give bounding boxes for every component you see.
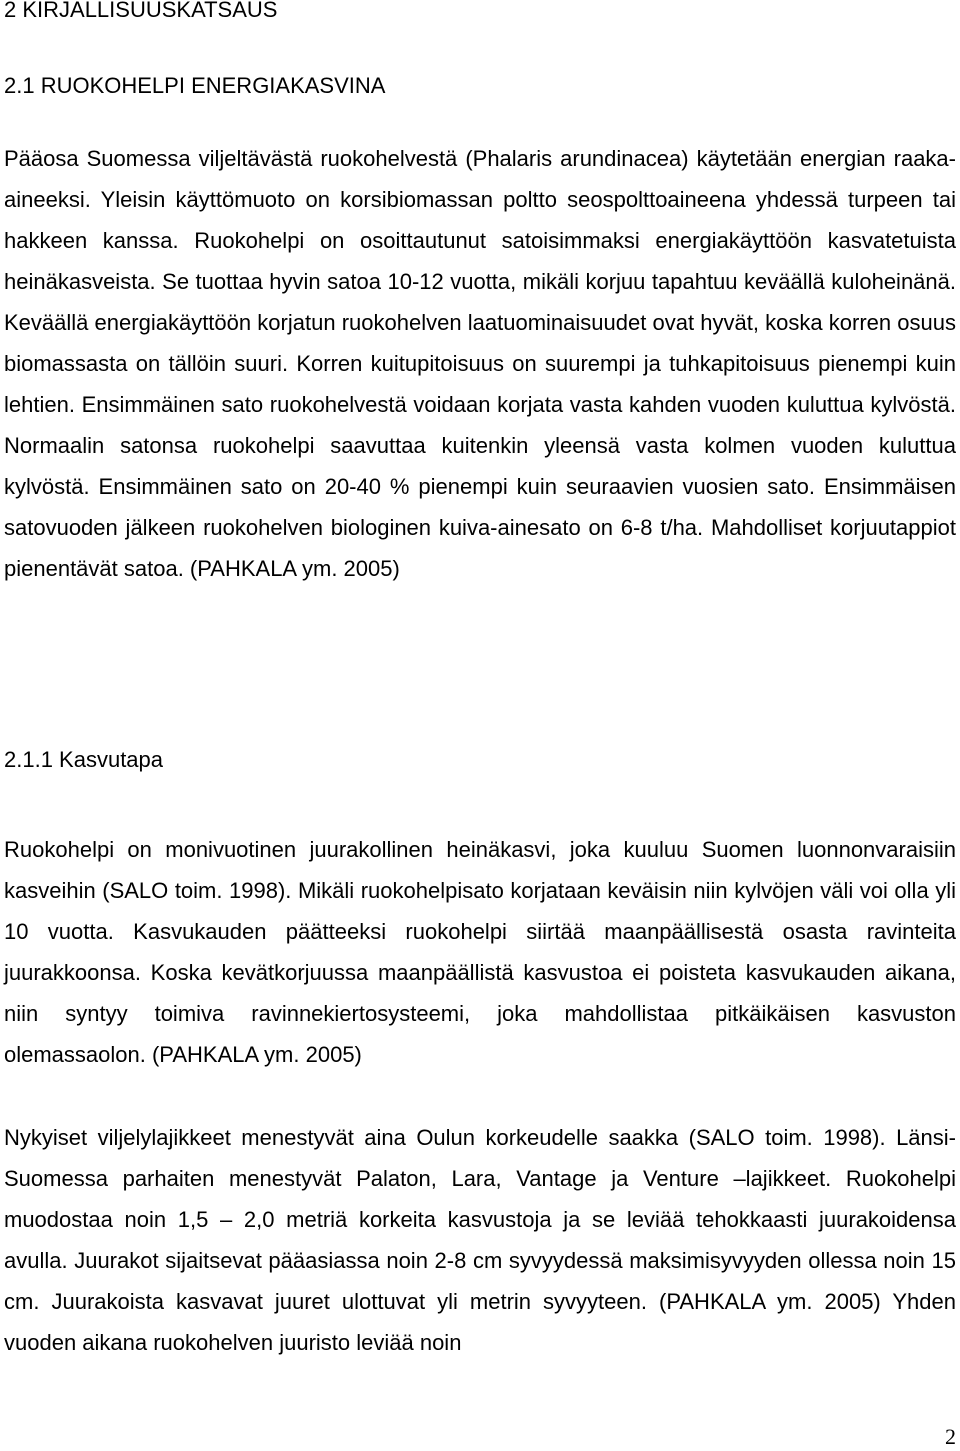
page-number: 2 [945, 1424, 956, 1449]
subsection-heading: 2.1.1 Kasvutapa [4, 747, 164, 772]
body-paragraph: Pääosa Suomessa viljeltävästä ruokohelvestä (Phalaris arundinacea) käytetään energian raaka-aineeksi. Yleisin käyttömuoto on korsibiomassan poltto seospolttoaineena yhdessä turpeen tai hakkeen kanssa. Ruokohelpi on osoittautunut satoisimmaksi energiakäyttöön kasvatetuista heinäkasveista. Se tuottaa hyvin satoa 10-12 vuotta, mikäli korjuu tapahtuu keväällä kuloheinänä. Keväällä energiakäyttöön korjatun ruokohelven laatuominaisuudet ovat hyvät, koska korren osuus biomassasta on tällöin suuri. Korren kuitupitoisuus on suurempi ja tuhkapitoisuus pienempi kuin lehtien. Ensimmäinen sato ruokohelvestä voidaan korjata vasta kahden vuoden kuluttua kylvöstä. Normaalin satonsa ruokohelpi saavuttaa kuitenkin yleensä vasta kolmen vuoden kuluttua kylvöstä. Ensimmäinen sato on 20-40 % pienempi kuin seuraavien vuosien sato. Ensimmäisen satovuoden jälkeen ruokohelven biologinen kuiva-ainesato on 6-8 t/ha. Mahdolliset korjuutappiot pienentävät satoa. (PAHKALA ym. 2005) [4, 146, 956, 581]
section-heading: 2.1 RUOKOHELPI ENERGIAKASVINA [4, 73, 386, 98]
body-paragraph: Ruokohelpi on monivuotinen juurakollinen heinäkasvi, joka kuuluu Suomen luonnonvaraisiin kasveihin (SALO toim. 1998). Mikäli ruokohelpisato korjataan keväisin niin kylvöjen väli voi olla yli 10 vuotta. Kasvukauden päätteeksi ruokohelpi siirtää maanpäällisestä osasta ravinteita juurakkoonsa. Koska kevätkorjuussa maanpäällistä kasvustoa ei poisteta kasvukauden aikana, niin syntyy toimiva ravinnekiertosysteemi, joka mahdollistaa pitkäikäisen kasvuston olemassaolon. (PAHKALA ym. 2005) [4, 837, 956, 1067]
chapter-heading: 2 KIRJALLISUUSKATSAUS [4, 0, 278, 22]
body-paragraph: Nykyiset viljelylajikkeet menestyvät aina Oulun korkeudelle saakka (SALO toim. 1998). Länsi-Suomessa parhaiten menestyvät Palaton, Lara, Vantage ja Venture –lajikkeet. Ruokohelpi muodostaa noin 1,5 – 2,0 metriä korkeita kasvustoja ja se leviää tehokkaasti juurakoidensa avulla. Juurakot sijaitsevat pääasiassa noin 2-8 cm syvyydessä maksimisyvyyden ollessa noin 15 cm. Juurakoista kasvavat juuret ulottuvat yli metrin syvyyteen. (PAHKALA ym. 2005) Yhden vuoden aikana ruokohelven juuristo leviää noin [4, 1125, 956, 1355]
